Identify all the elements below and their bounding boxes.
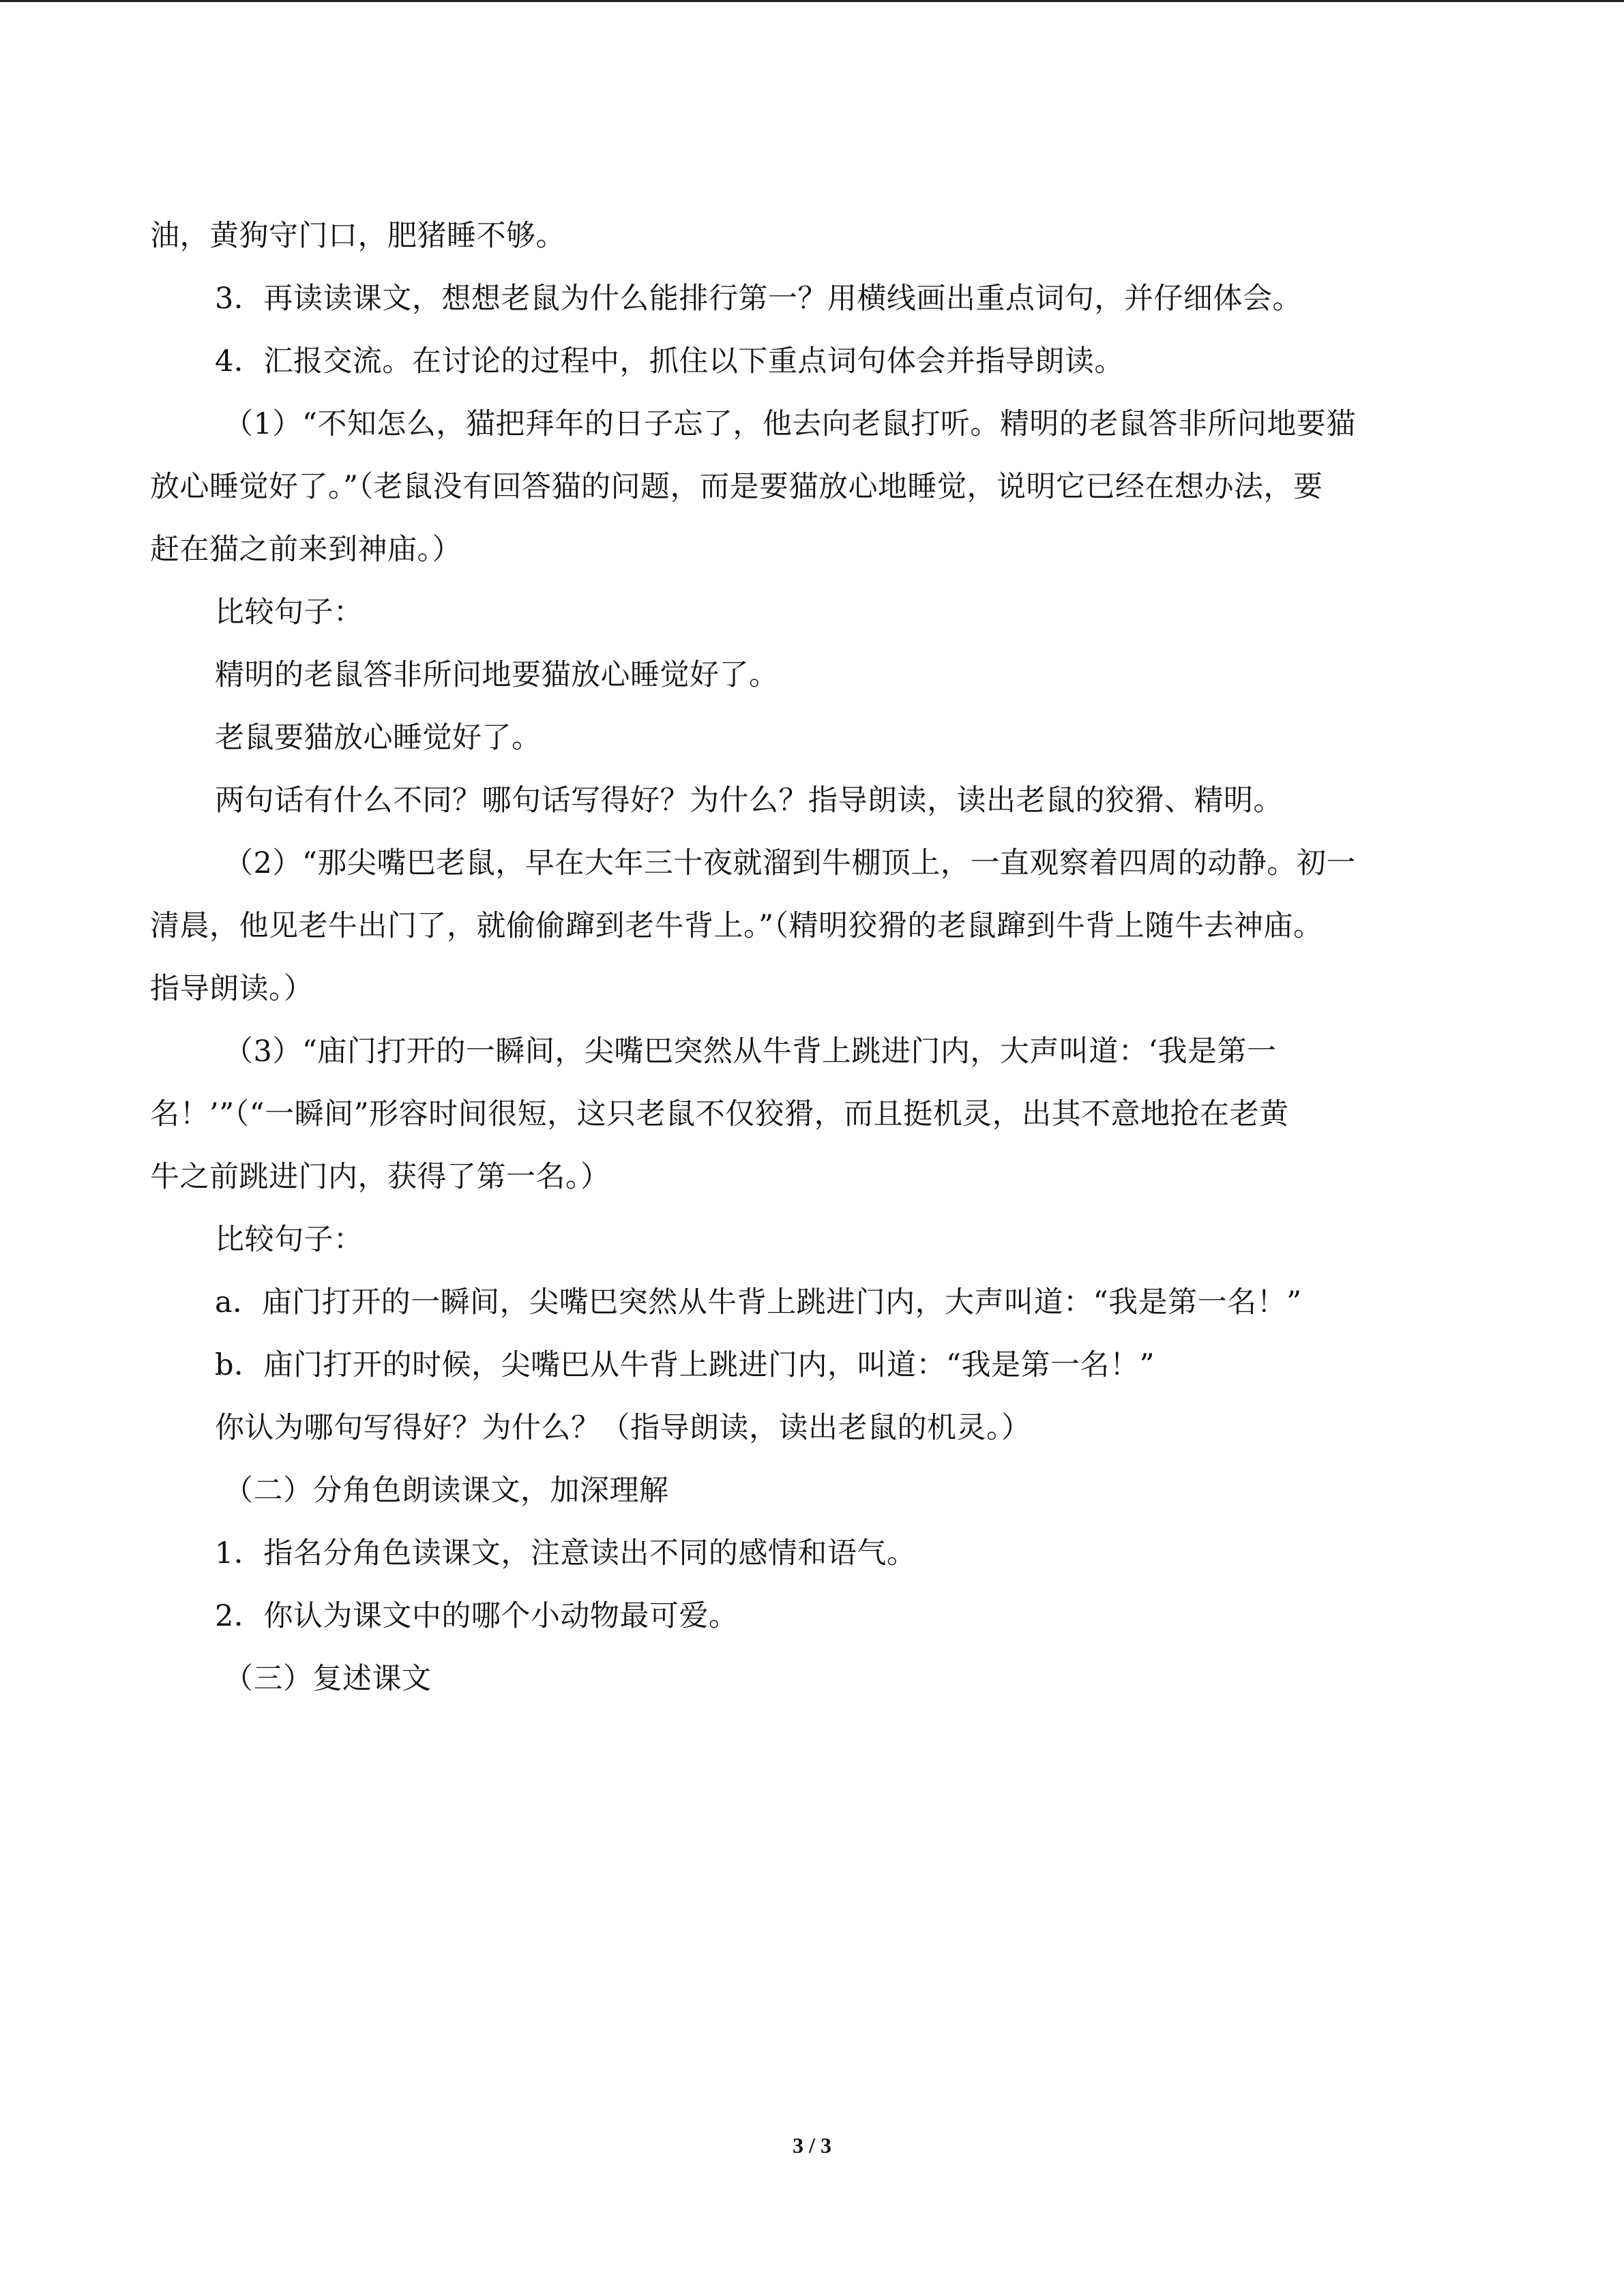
document-body: [150, 205, 1453, 1710]
text-line: （2）“那尖嘴巴老鼠，早在大年三十夜就溜到牛棚顶上，一直观察着四周的动静。初一: [224, 846, 1356, 880]
text-line: 4．汇报交流。在讨论的过程中，抓住以下重点词句体会并指导朗读。: [215, 344, 1124, 378]
text-line: 比较句子：: [215, 595, 364, 629]
text-line: 2．你认为课文中的哪个小动物最可爱。: [215, 1599, 739, 1633]
text-line: 名！’”（“一瞬间”形容时间很短，这只老鼠不仅狡猾，而且挺机灵，出其不意地抢在老黄: [150, 1097, 1289, 1131]
text-line: 牛之前跳进门内，获得了第一名。）: [150, 1160, 610, 1194]
text-line: 比较句子：: [215, 1223, 364, 1257]
text-line: 你认为哪句写得好？为什么？（指导朗读，读出老鼠的机灵。）: [215, 1411, 1031, 1445]
text-line: 3．再读读课文，想想老鼠为什么能排行第一？用横线画出重点词句，并仔细体会。: [215, 282, 1302, 316]
top-border-line: [0, 0, 1624, 2]
text-line: 老鼠要猫放心睡觉好了。: [215, 721, 542, 755]
text-line: 赶在猫之前来到神庙。）: [150, 533, 462, 567]
text-line: （三）复述课文: [224, 1662, 432, 1696]
page-number: 3 / 3: [793, 2133, 831, 2158]
text-line: （1）“不知怎么，猫把拜年的日子忘了，他去向老鼠打听。精明的老鼠答非所问地要猫: [224, 407, 1356, 441]
text-line: （3）“庙门打开的一瞬间，尖嘴巴突然从牛背上跳进门内，大声叫道：‘我是第一: [224, 1034, 1277, 1069]
text-line: 清晨，他见老牛出门了，就偷偷蹿到老牛背上。”（精明狡猾的老鼠蹿到牛背上随牛去神庙。: [150, 909, 1323, 943]
text-line: a．庙门打开的一瞬间，尖嘴巴突然从牛背上跳进门内，大声叫道：“我是第一名！”: [215, 1285, 1302, 1320]
text-line: （二）分角色朗读课文，加深理解: [224, 1474, 669, 1508]
text-line: b．庙门打开的时候，尖嘴巴从牛背上跳进门内，叫道：“我是第一名！”: [215, 1348, 1155, 1382]
text-line: 油，黄狗守门口，肥猪睡不够。: [150, 219, 565, 253]
text-line: 两句话有什么不同？哪句话写得好？为什么？指导朗读，读出老鼠的狡猾、精明。: [215, 784, 1283, 818]
text-line: 指导朗读。）: [150, 972, 314, 1006]
text-line: 放心睡觉好了。”（老鼠没有回答猫的问题，而是要猫放心地睡觉，说明它已经在想办法，要: [150, 470, 1323, 504]
text-line: 1．指名分角色读课文，注意读出不同的感情和语气。: [215, 1536, 917, 1570]
text-line: 精明的老鼠答非所问地要猫放心睡觉好了。: [215, 658, 779, 692]
